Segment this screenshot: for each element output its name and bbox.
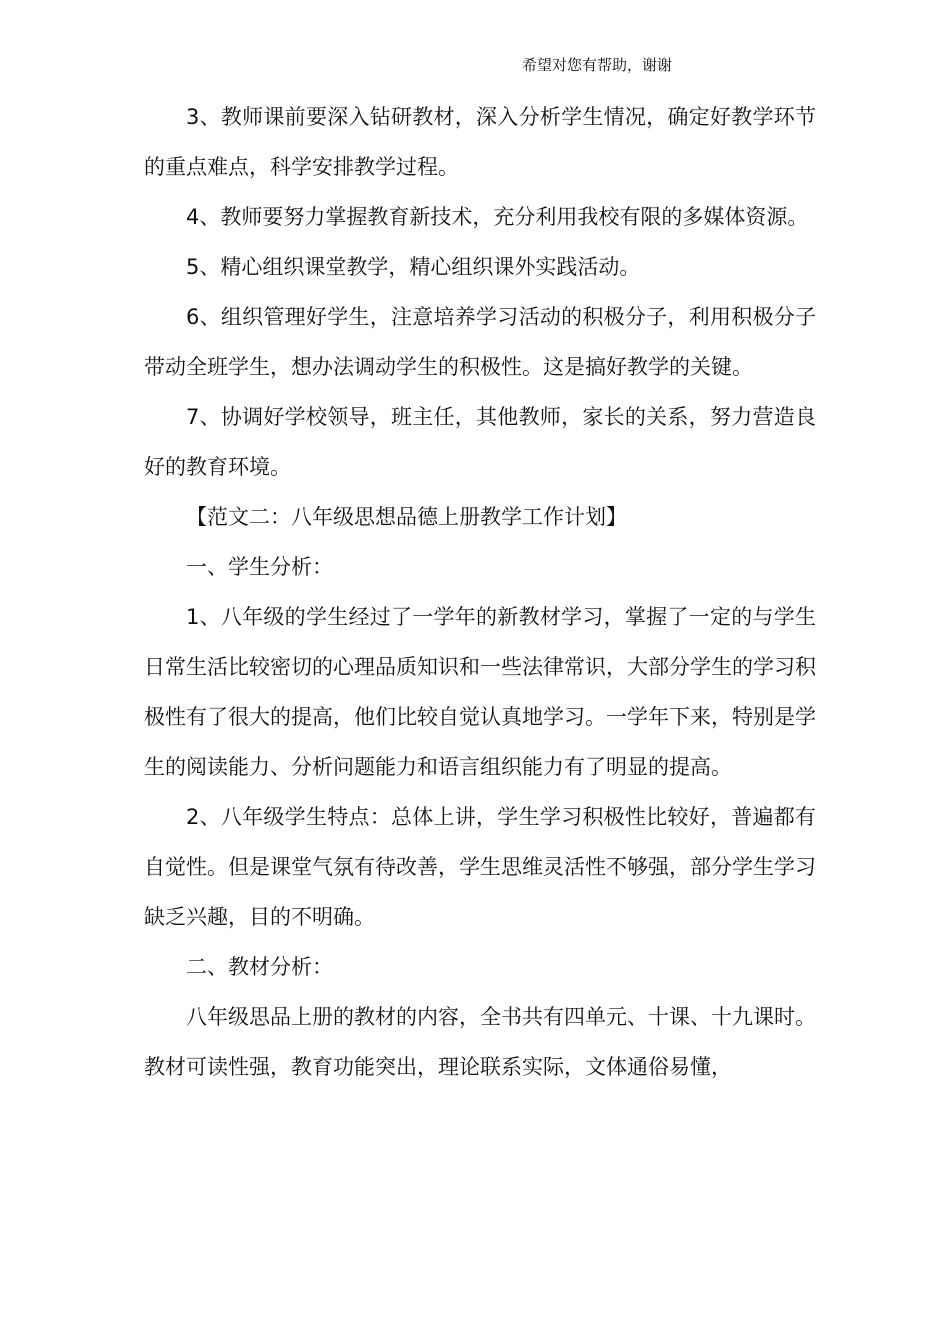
heading-textbook-analysis: 二、教材分析：: [186, 955, 333, 979]
paragraph-item-6: 6、组织管理好学生，注意培养学习活动的积极分子，利用积极分子带动全班学生，想办法调动学生的积极性。这是搞好教学的关键。: [144, 305, 816, 379]
paragraph-student-1: 1、八年级的学生经过了一学年的新教材学习，掌握了一定的与学生日常生活比较密切的心理品质知识和一些法律常识，大部分学生的学习积极性有了很大的提高，他们比较自觉认真地学习。一学年下来，特别是学生的阅读能力、分析问题能力和语言组织能力有了明显的提高。: [144, 605, 816, 779]
paragraph-textbook: 八年级思品上册的教材的内容，全书共有四单元、十课、十九课时。教材可读性强，教育功能突出，理论联系实际，文体通俗易懂，: [144, 1005, 816, 1079]
paragraph-student-2: 2、八年级学生特点：总体上讲，学生学习积极性比较好，普遍都有自觉性。但是课堂气氛有待改善，学生思维灵活性不够强，部分学生学习缺乏兴趣，目的不明确。: [144, 805, 816, 929]
paragraph-item-4: 4、教师要努力掌握教育新技术，充分利用我校有限的多媒体资源。: [186, 205, 809, 229]
header-note: 希望对您有帮助，谢谢: [522, 56, 673, 74]
section-title: 【范文二：八年级思想品德上册教学工作计划】: [186, 505, 627, 529]
document-body: [144, 92, 816, 1092]
heading-student-analysis: 一、学生分析：: [186, 555, 333, 579]
paragraph-item-3: 3、教师课前要深入钻研教材，深入分析学生情况，确定好教学环节的重点难点，科学安排教学过程。: [144, 105, 816, 179]
paragraph-item-5: 5、精心组织课堂教学，精心组织课外实践活动。: [186, 255, 641, 279]
paragraph-item-7: 7、协调好学校领导，班主任，其他教师，家长的关系，努力营造良好的教育环境。: [144, 405, 816, 479]
